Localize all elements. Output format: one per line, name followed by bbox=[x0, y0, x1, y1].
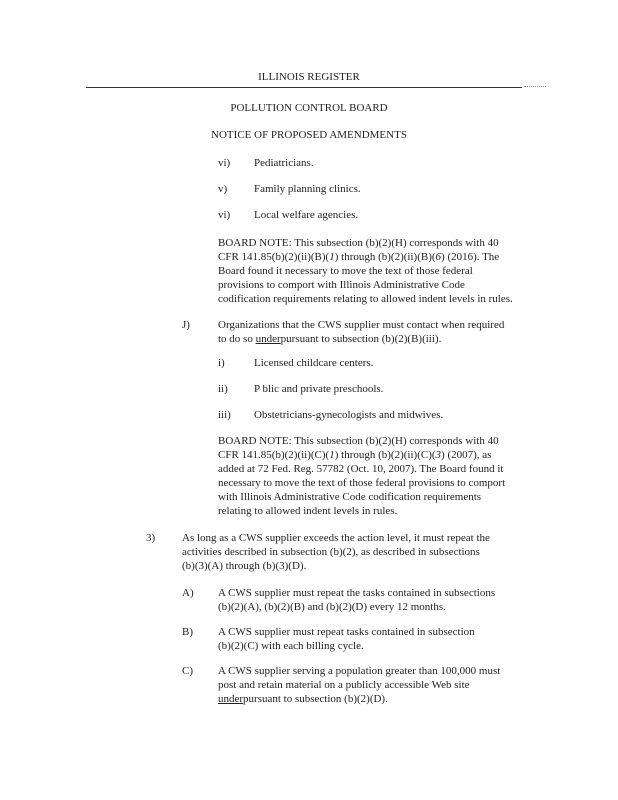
list-item-text: Family planning clinics. bbox=[254, 183, 361, 195]
list-item-text: P blic and private preschools. bbox=[254, 383, 384, 395]
board-note-line: relating to allowed indent levels in rules. bbox=[218, 505, 398, 517]
list-item-number: vi) bbox=[218, 157, 231, 169]
item-c-number: C) bbox=[182, 665, 193, 677]
item-b-line: A CWS supplier must repeat tasks contained in subsection bbox=[218, 626, 475, 638]
board-note-line: codification requirements relating to allowed indent levels in rules. bbox=[218, 293, 513, 305]
list-item-number: iii) bbox=[218, 409, 231, 421]
item-a-line: A CWS supplier must repeat the tasks contained in subsections bbox=[218, 587, 496, 599]
list-item-text: Pediatricians. bbox=[254, 157, 314, 169]
notice-title: NOTICE OF PROPOSED AMENDMENTS bbox=[211, 129, 407, 141]
item-a-number: A) bbox=[182, 587, 194, 599]
agency-title: POLLUTION CONTROL BOARD bbox=[230, 102, 388, 114]
item-3-line: activities described in subsection (b)(2), as described in subsections bbox=[182, 546, 480, 558]
board-note-line: added at 72 Fed. Reg. 57782 (Oct. 10, 2007). The Board found it bbox=[218, 463, 504, 475]
list-item-text: Obstetricians-gynecologists and midwives. bbox=[254, 409, 444, 421]
board-note-line: provisions to comport with Illinois Administrative Code bbox=[218, 279, 465, 291]
item-c-line: post and retain material on a publicly accessible Web site bbox=[218, 679, 470, 691]
header-rule-tail bbox=[524, 86, 546, 87]
item-j-line: Organizations that the CWS supplier must contact when required bbox=[218, 319, 505, 331]
item-b-number: B) bbox=[182, 626, 193, 638]
item-c-line: A CWS supplier serving a population greater than 100,000 must bbox=[218, 665, 501, 677]
board-note-line: CFR 141.85(b)(2)(ii)(C)(1) through (b)(2)(ii)(C)(3) (2007), as bbox=[218, 449, 492, 461]
item-j-number: J) bbox=[182, 319, 190, 331]
item-3-line: As long as a CWS supplier exceeds the action level, it must repeat the bbox=[182, 532, 490, 544]
item-c-line: underpursuant to subsection (b)(2)(D). bbox=[218, 693, 388, 705]
board-note-line: BOARD NOTE: This subsection (b)(2)(H) corresponds with 40 bbox=[218, 237, 499, 249]
board-note-line: BOARD NOTE: This subsection (b)(2)(H) corresponds with 40 bbox=[218, 435, 499, 447]
list-item-text: Licensed childcare centers. bbox=[254, 357, 374, 369]
board-note-line: Board found it necessary to move the text of those federal bbox=[218, 265, 473, 277]
header-rule bbox=[86, 87, 522, 88]
list-item-number: v) bbox=[218, 183, 228, 195]
board-note-line: CFR 141.85(b)(2)(ii)(B)(1) through (b)(2)(ii)(B)(6) (2016). The bbox=[218, 251, 500, 263]
item-j-line: to do so underpursuant to subsection (b)(2)(B)(iii). bbox=[218, 333, 442, 345]
list-item-number: i) bbox=[218, 357, 225, 369]
list-item-number: vi) bbox=[218, 209, 231, 221]
item-a-line: (b)(2)(A), (b)(2)(B) and (b)(2)(D) every 12 months. bbox=[218, 601, 446, 613]
item-3-number: 3) bbox=[146, 532, 156, 544]
register-title: ILLINOIS REGISTER bbox=[258, 71, 360, 83]
list-item-number: ii) bbox=[218, 383, 228, 395]
board-note-line: necessary to move the text of those federal provisions to comport bbox=[218, 477, 506, 489]
item-3-line: (b)(3)(A) through (b)(3)(D). bbox=[182, 560, 307, 572]
list-item-text: Local welfare agencies. bbox=[254, 209, 359, 221]
item-b-line: (b)(2)(C) with each billing cycle. bbox=[218, 640, 364, 652]
board-note-line: with Illinois Administrative Code codification requirements bbox=[218, 491, 482, 503]
